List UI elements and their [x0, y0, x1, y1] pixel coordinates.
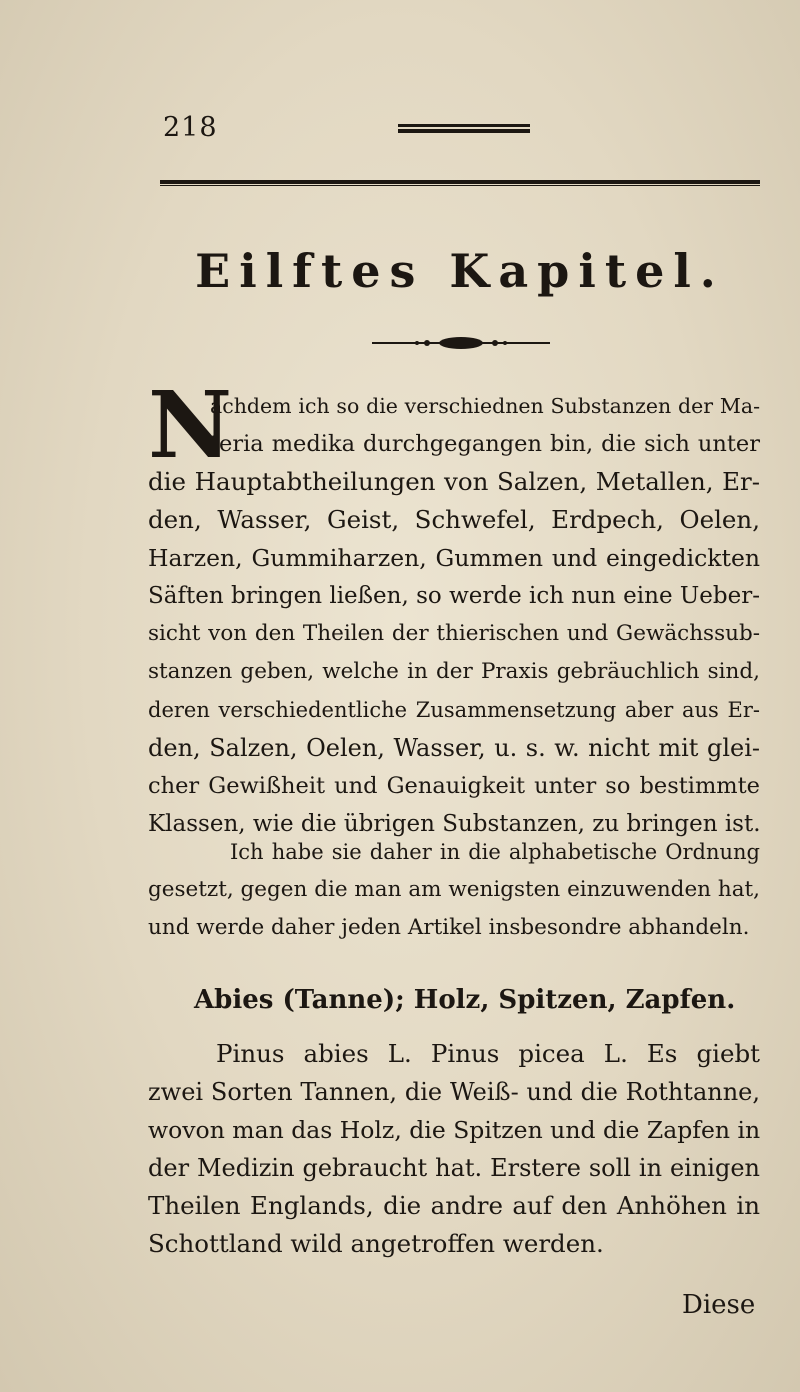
- text-line: teria medika durchgegangen bin, die sich unter: [210, 431, 760, 457]
- drop-cap: N: [148, 371, 233, 479]
- text-line: den, Wasser, Geist, Schwefel, Erdpech, Oelen,: [148, 505, 760, 534]
- chapter-title: Eilftes Kapitel.: [195, 244, 725, 298]
- ornament-divider: [372, 336, 550, 350]
- text-line: Harzen, Gummiharzen, Gummen und eingedickten: [148, 544, 760, 572]
- text-line: und werde daher jeden Artikel insbesondre abhandeln.: [148, 915, 750, 940]
- text-line: Ich habe sie daher in die alphabetische Ordnung: [230, 840, 760, 864]
- text-line: sicht von den Theilen der thierischen und Gewächssub-: [148, 621, 760, 646]
- text-line: Säften bringen ließen, so werde ich nun eine Ueber-: [148, 583, 760, 609]
- text-line: gesetzt, gegen die man am wenigsten einzuwenden hat,: [148, 877, 760, 902]
- text-line: deren verschiedentliche Zusammensetzung aber aus Er-: [148, 698, 760, 722]
- text-line: der Medizin gebraucht hat. Erstere soll in einigen: [148, 1154, 760, 1182]
- paragraph-order: [148, 833, 760, 947]
- text-line: Pinus abies L. Pinus picea L. Es giebt: [216, 1039, 760, 1068]
- header-ornament-rule: [398, 124, 530, 134]
- text-line: Schottland wild angetroffen werden.: [148, 1229, 604, 1258]
- catchword: Diese: [682, 1290, 756, 1320]
- paragraph-abies: [148, 1035, 760, 1263]
- text-line: cher Gewißheit und Genauigkeit unter so bestimmte: [148, 773, 760, 799]
- entry-heading: Abies (Tanne); Holz, Spitzen, Zapfen.: [194, 985, 736, 1015]
- text-line: Theilen Englands, die andre auf den Anhöhen in: [148, 1191, 760, 1220]
- text-line: den, Salzen, Oelen, Wasser, u. s. w. nicht mit glei-: [148, 734, 760, 762]
- header-rule: [160, 180, 760, 186]
- text-line: wovon man das Holz, die Spitzen und die Zapfen in: [148, 1116, 761, 1144]
- text-line: achdem ich so die verschiednen Substanzen der Ma-: [210, 394, 760, 418]
- text-line: Klassen, wie die übrigen Substanzen, zu bringen ist.: [148, 811, 761, 837]
- paragraph-intro: [148, 371, 761, 843]
- text-line: zwei Sorten Tannen, die Weiß- und die Rothtanne,: [148, 1078, 760, 1106]
- text-line: die Hauptabtheilungen von Salzen, Metallen, Er-: [148, 467, 760, 496]
- text-line: stanzen geben, welche in der Praxis gebräuchlich sind,: [148, 659, 760, 684]
- page-number: 218: [163, 112, 218, 143]
